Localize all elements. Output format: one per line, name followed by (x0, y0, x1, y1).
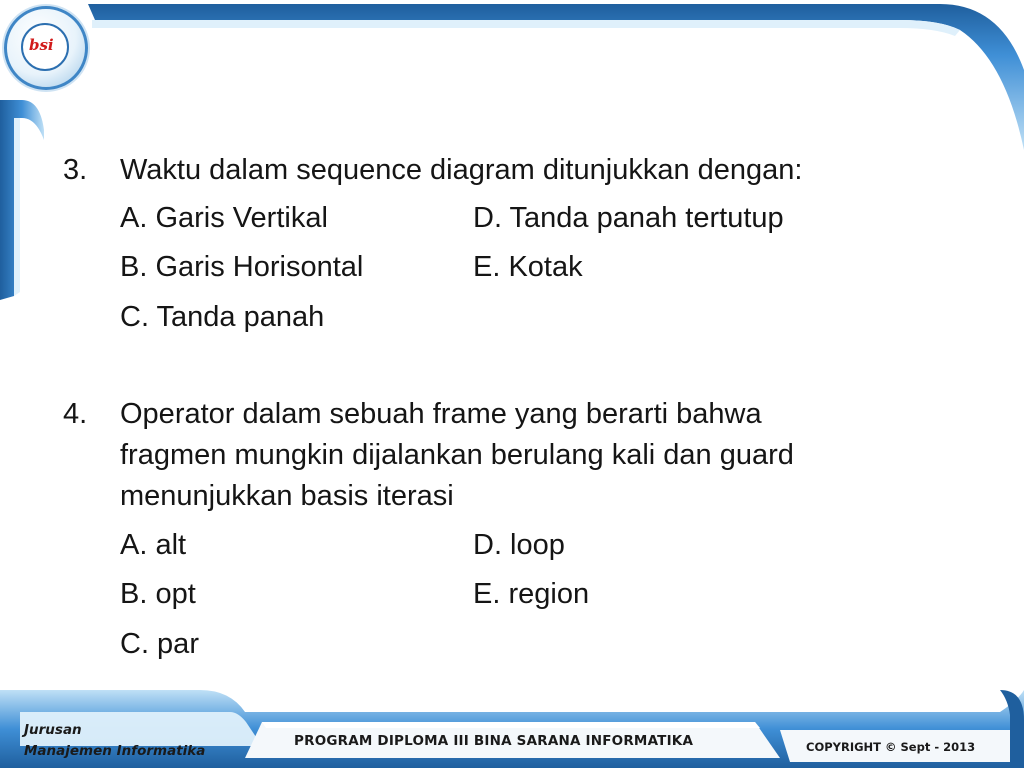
footer-program: PROGRAM DIPLOMA III BINA SARANA INFORMATIKA (294, 733, 694, 749)
option-c: C. par (120, 628, 199, 660)
question-text-line-2: fragmen mungkin dijalankan berulang kali dan guard (120, 439, 794, 471)
logo-mark: bsi (29, 36, 54, 54)
footer-department-line-2: Manajemen Informatika (24, 743, 206, 759)
option-b: B. Garis Horisontal (120, 251, 364, 283)
option-a: A. alt (120, 529, 187, 561)
question-number: 4. (63, 398, 88, 430)
option-d: D. Tanda panah tertutup (473, 202, 784, 234)
question-text-line-3: menunjukkan basis iterasi (120, 480, 454, 512)
question-text-line-1: Operator dalam sebuah frame yang berarti bahwa (120, 398, 762, 430)
option-b: B. opt (120, 578, 196, 610)
option-e: E. Kotak (473, 251, 583, 283)
footer-department (24, 720, 205, 762)
question-text: Waktu dalam sequence diagram ditunjukkan dengan: (120, 154, 803, 186)
option-e: E. region (473, 578, 590, 610)
option-a: A. Garis Vertikal (120, 202, 328, 234)
footer-copyright: COPYRIGHT © Sept - 2013 (806, 740, 976, 754)
option-c: C. Tanda panah (120, 301, 325, 333)
footer-department-line-1: Jurusan (24, 722, 82, 738)
option-d: D. loop (473, 529, 565, 561)
question-number: 3. (63, 154, 88, 186)
